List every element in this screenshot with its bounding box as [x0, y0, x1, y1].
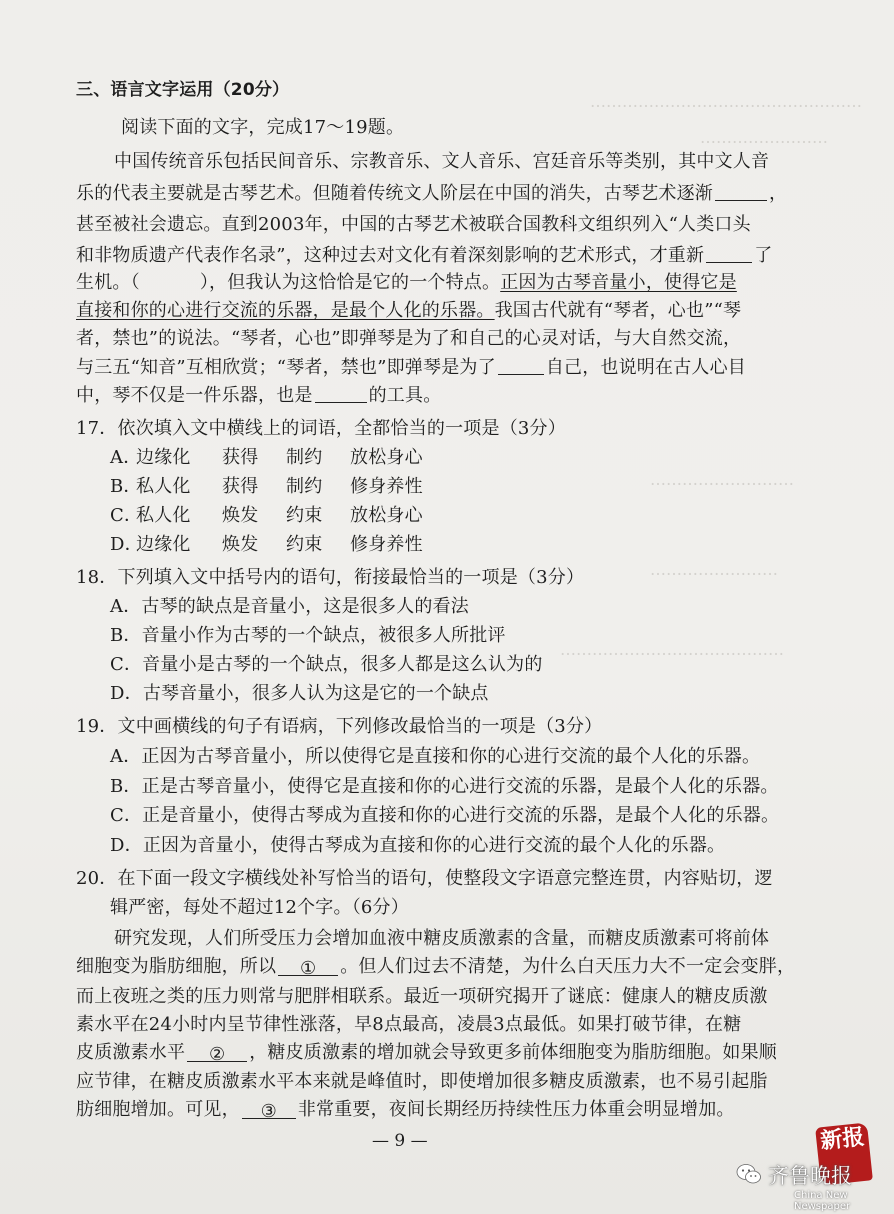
q20-text-line: 肪细胞增加。可见， ③ 非常重要，夜间长期经历持续性压力体重会明显增加。: [76, 1099, 735, 1122]
option-word: 私人化: [136, 476, 191, 497]
q20-text-line: 研究发现，人们所受压力会增加血液中糖皮质激素的含量，而糖皮质激素可将前体: [114, 928, 770, 949]
passage-line: 与三五“知音”互相欣赏；“琴者，禁也”即弹琴是为了 自己，也说明在古人心目: [76, 357, 747, 378]
instructions: 阅读下面的文字，完成17～19题。: [121, 117, 405, 138]
passage-line: 中，琴不仅是一件乐器，也是 的工具。: [76, 385, 442, 406]
option-b[interactable]: B．正是古琴音量小，使得它是直接和你的心进行交流的乐器，是最个人化的乐器。: [110, 776, 779, 797]
passage-line: 者，禁也”的说法。“琴者，心也”即弹琴是为了和自己的心灵对话，与大自然交流，: [76, 328, 742, 349]
option-word: 放松身心: [350, 447, 423, 468]
option-b[interactable]: B．音量小作为古琴的一个缺点，被很多人所批评: [110, 625, 506, 646]
watermark-subtitle: China New Newspaper: [794, 1190, 851, 1212]
option-letter: A．: [110, 447, 142, 468]
q20-text-line: 细胞变为脂肪细胞，所以 ① 。但人们过去不清楚，为什么白天压力大不一定会变胖，: [76, 956, 796, 979]
question-17-stem: 17．依次填入文中横线上的词语，全都恰当的一项是（3分）: [76, 418, 566, 439]
fill-blank[interactable]: [315, 384, 367, 403]
question-18-stem: 18．下列填入文中括号内的语句，衔接最恰当的一项是（3分）: [76, 567, 585, 588]
passage-line: 甚至被社会遗忘。直到2003年，中国的古琴艺术被联合国教科文组织列入“人类口头: [76, 214, 751, 235]
option-word: 制约: [286, 476, 323, 497]
question-20-stem-cont: 辑严密，每处不超过12个字。（6分）: [110, 897, 409, 918]
underlined-sentence: 正因为古琴音量小，使得它是: [500, 272, 737, 293]
page-number: — 9 —: [372, 1131, 428, 1151]
fill-blank[interactable]: [706, 244, 752, 263]
bleed-through-text: ……………………: [700, 128, 828, 147]
option-word: 焕发: [222, 505, 259, 526]
option-letter: B．: [110, 476, 142, 497]
section-title: 三、语言文字运用（20分）: [76, 80, 290, 100]
option-word: 修身养性: [350, 534, 423, 555]
q20-text-line: 皮质激素水平 ② ，糖皮质激素的增加就会导致更多前体细胞变为脂肪细胞。如果顺: [76, 1042, 777, 1065]
fill-blank[interactable]: [498, 356, 544, 375]
passage-line: 和非物质遗产代表作名录”，这种过去对文化有着深刻影响的艺术形式，才重新 了: [76, 245, 773, 266]
option-word: 约束: [286, 505, 323, 526]
passage-line: 中国传统音乐包括民间音乐、宗教音乐、文人音乐、宫廷音乐等类别，其中文人音: [114, 151, 770, 172]
q20-text-line: 应节律，在糖皮质激素水平本来就是峰值时，即使增加很多糖皮质激素，也不易引起脂: [76, 1071, 768, 1092]
answer-blank-2[interactable]: ②: [187, 1043, 247, 1062]
option-c[interactable]: C．正是音量小，使得古琴成为直接和你的心进行交流的乐器，是最个人化的乐器。: [110, 805, 780, 826]
option-a[interactable]: A．正因为古琴音量小，所以使得它是直接和你的心进行交流的最个人化的乐器。: [110, 746, 761, 767]
passage-line: 直接和你的心进行交流的乐器，是最个人化的乐器。我国古代就有“琴者，心也”“琴: [76, 300, 742, 321]
option-word: 边缘化: [136, 447, 191, 468]
underlined-sentence: 直接和你的心进行交流的乐器，是最个人化的乐器。: [76, 300, 495, 321]
option-word: 获得: [222, 447, 259, 468]
bleed-through-text: ………………………: [650, 470, 794, 489]
bleed-through-text: ……………………: [650, 560, 778, 579]
option-c[interactable]: C．音量小是古琴的一个缺点，很多人都是这么认为的: [110, 654, 543, 675]
q20-text-line: 而上夜班之类的压力则常与肥胖相联系。最近一项研究揭开了谜底：健康人的糖皮质激: [76, 986, 768, 1007]
wechat-icon: [736, 1163, 762, 1185]
passage-line: 生机。（ ），但我认为这恰恰是它的一个特点。正因为古琴音量小，使得它是: [76, 272, 737, 293]
q20-text-line: 素水平在24小时内呈节律性涨落，早8点最高，凌晨3点最低。如果打破节律，在糖: [76, 1014, 742, 1035]
option-d[interactable]: D．古琴音量小，很多人认为这是它的一个缺点: [110, 683, 489, 704]
answer-blank-1[interactable]: ①: [278, 957, 338, 976]
option-a[interactable]: A．古琴的缺点是音量小，这是很多人的看法: [110, 596, 469, 617]
answer-blank-3[interactable]: ③: [242, 1100, 296, 1119]
option-word: 制约: [286, 447, 323, 468]
option-word: 修身养性: [350, 476, 423, 497]
bleed-through-text: ……………………………………………: [590, 92, 862, 111]
option-letter: D．: [110, 534, 143, 555]
option-word: 边缘化: [136, 534, 191, 555]
passage-line: 乐的代表主要就是古琴艺术。但随着传统文人阶层在中国的消失，古琴艺术逐渐 ，: [76, 183, 788, 204]
option-word: 获得: [222, 476, 259, 497]
newspaper-logo: 新报: [815, 1122, 873, 1185]
option-word: 约束: [286, 534, 323, 555]
option-word: 私人化: [136, 505, 191, 526]
fill-blank[interactable]: [715, 182, 767, 201]
question-19-stem: 19．文中画横线的句子有语病，下列修改最恰当的一项是（3分）: [76, 716, 603, 737]
option-letter: C．: [110, 505, 143, 526]
option-word: 放松身心: [350, 505, 423, 526]
watermark-name: 齐鲁晚报: [768, 1164, 852, 1188]
bleed-through-text: ……………………………………: [560, 640, 784, 659]
question-20-stem: 20．在下面一段文字横线处补写恰当的语句，使整段文字语意完整连贯，内容贴切，逻: [76, 868, 773, 889]
option-word: 焕发: [222, 534, 259, 555]
option-d[interactable]: D．正因为音量小，使得古琴成为直接和你的心进行交流的最个人化的乐器。: [110, 835, 726, 856]
